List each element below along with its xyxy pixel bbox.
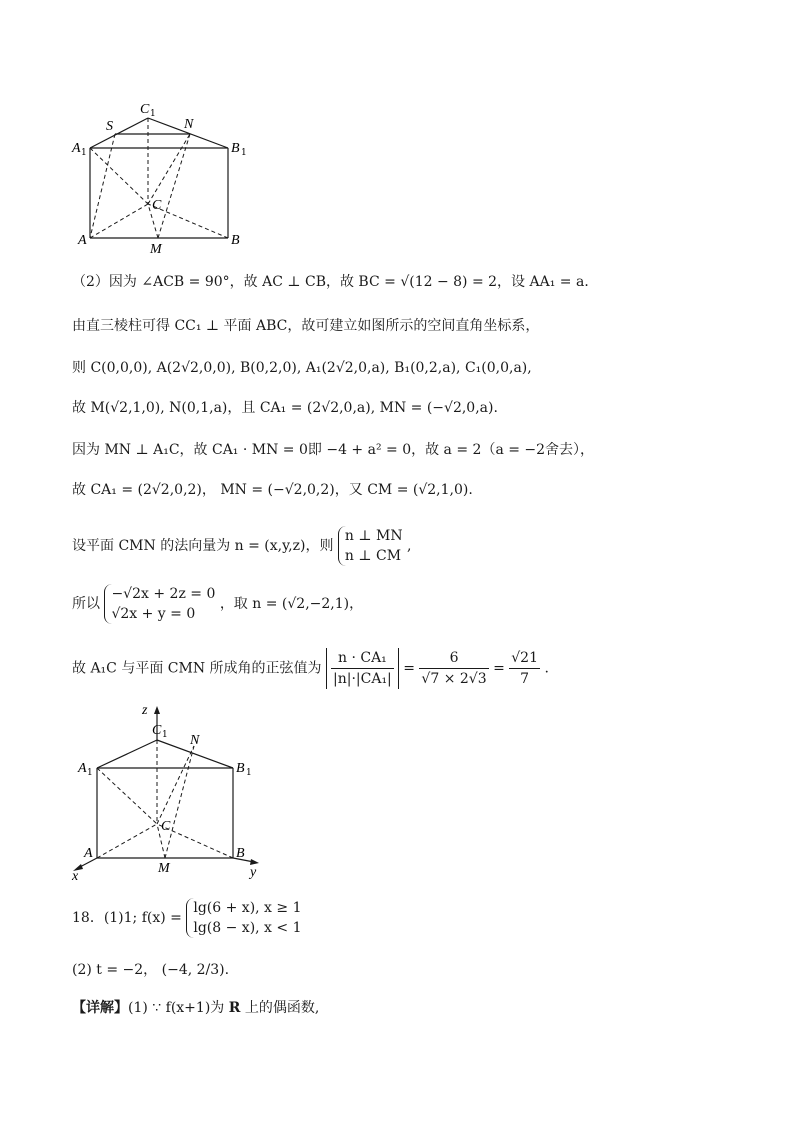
text-line-4: 故 M(√2,1,0), N(0,1,a)，且 CA₁ = (2√2,0,a), MN = (−√2,0,a).	[72, 400, 498, 416]
sine-formula: $\frac{\text{n · CA₁}}{\text{|n|·|CA₁|}}$	[326, 648, 399, 689]
text-line-6: 故 CA₁ = (2√2,0,2)， MN = (−√2,0,2)，又 CM = (√2,1,0).	[72, 482, 473, 498]
label-y: y	[250, 865, 257, 880]
prism-diagram-2	[60, 700, 270, 882]
label-z: z	[142, 703, 148, 718]
segment-a1c	[90, 148, 148, 204]
text-line-3: 则 C(0,0,0), A(2√2,0,0), B(0,2,0), A₁(2√2,0,a), B₁(0,2,a), C₁(0,0,a),	[72, 360, 532, 376]
svg-text:1: 1	[87, 768, 93, 778]
edge-a1c1	[90, 118, 148, 148]
equation-system: −√2x + 2z = 0 √2x + y = 0	[104, 584, 215, 624]
segment-sa	[90, 134, 115, 238]
segment-cn	[157, 746, 194, 824]
detail-tag: 【详解】	[72, 1000, 128, 1016]
label-b: B	[231, 233, 240, 248]
svg-text:1: 1	[162, 730, 168, 740]
svg-text:1: 1	[150, 109, 156, 119]
segment-a1c	[97, 768, 157, 824]
label-b1: B	[231, 141, 240, 156]
answer-18-part2: (2) t = −2， (−4, 2/3).	[72, 962, 230, 978]
label-m: M	[150, 242, 162, 257]
label-b: B	[236, 846, 245, 861]
edge-a1c1	[97, 740, 157, 768]
label-a: A	[84, 846, 93, 861]
svg-text:1: 1	[81, 148, 87, 158]
svg-text:1: 1	[241, 148, 247, 158]
text-line-5: 因为 MN ⊥ A₁C，故 CA₁ · MN = 0即 −4 + a² = 0，故 a = 2（a = −2舍去），	[72, 442, 595, 458]
text-line-9: 故 A₁C 与平面 CMN 所成角的正弦值为 $\frac{\text{n · CA₁}}{\text{|n|·|CA₁|}}$ = $\frac{6}{√7 \times 2√3}$ = $\frac{√21}{7}$ .	[72, 650, 549, 687]
label-c1: C	[140, 102, 150, 117]
answer-18-part1: 18．(1)1; f(x) = lg(6 + x), x ≥ 1 lg(8 − x), x < 1	[72, 900, 302, 936]
segment-mn	[158, 134, 190, 238]
label-b1: B	[236, 761, 245, 776]
edge-ac	[90, 204, 148, 238]
label-a: A	[78, 233, 87, 248]
text-line-2: 由直三棱柱可得 CC₁ ⊥ 平面 ABC，故可建立如图所示的空间直角坐标系，	[72, 318, 540, 334]
edge-ac	[97, 824, 157, 858]
detail-line: 【详解】(1) ∵ f(x+1)为 R 上的偶函数,	[72, 1000, 320, 1016]
label-a1: A	[78, 761, 87, 776]
label-c1: C	[152, 723, 162, 738]
prism-diagram-1	[60, 96, 260, 261]
text-line-8: 所以 −√2x + 2z = 0 √2x + y = 0 ，取 n = (√2,−2,1)，	[72, 586, 364, 622]
label-x: x	[72, 869, 79, 882]
label-n: N	[184, 117, 194, 132]
label-c: C	[152, 198, 162, 213]
axis-z-arrow	[154, 706, 160, 714]
segment-mn	[165, 746, 194, 858]
svg-text:1: 1	[246, 768, 252, 778]
condition-system: n ⊥ MN n ⊥ CM	[338, 526, 403, 566]
label-c: C	[161, 819, 171, 834]
label-n: N	[190, 733, 200, 748]
piecewise-function: lg(6 + x), x ≥ 1 lg(8 − x), x < 1	[186, 898, 301, 938]
prism-figure-2	[60, 700, 270, 882]
prism-figure-1	[60, 96, 260, 261]
segment-cn	[148, 134, 190, 204]
text-line-1: （2）因为 ∠ACB = 90°，故 AC ⊥ CB，故 BC = √(12 − 8) = 2，设 AA₁ = a．	[72, 274, 599, 290]
label-a1: A	[72, 141, 81, 156]
text-line-7: 设平面 CMN 的法向量为 n = (x,y,z)，则 n ⊥ MN n ⊥ CM ,	[72, 528, 412, 564]
label-s: S	[106, 119, 113, 134]
label-m: M	[158, 861, 170, 876]
